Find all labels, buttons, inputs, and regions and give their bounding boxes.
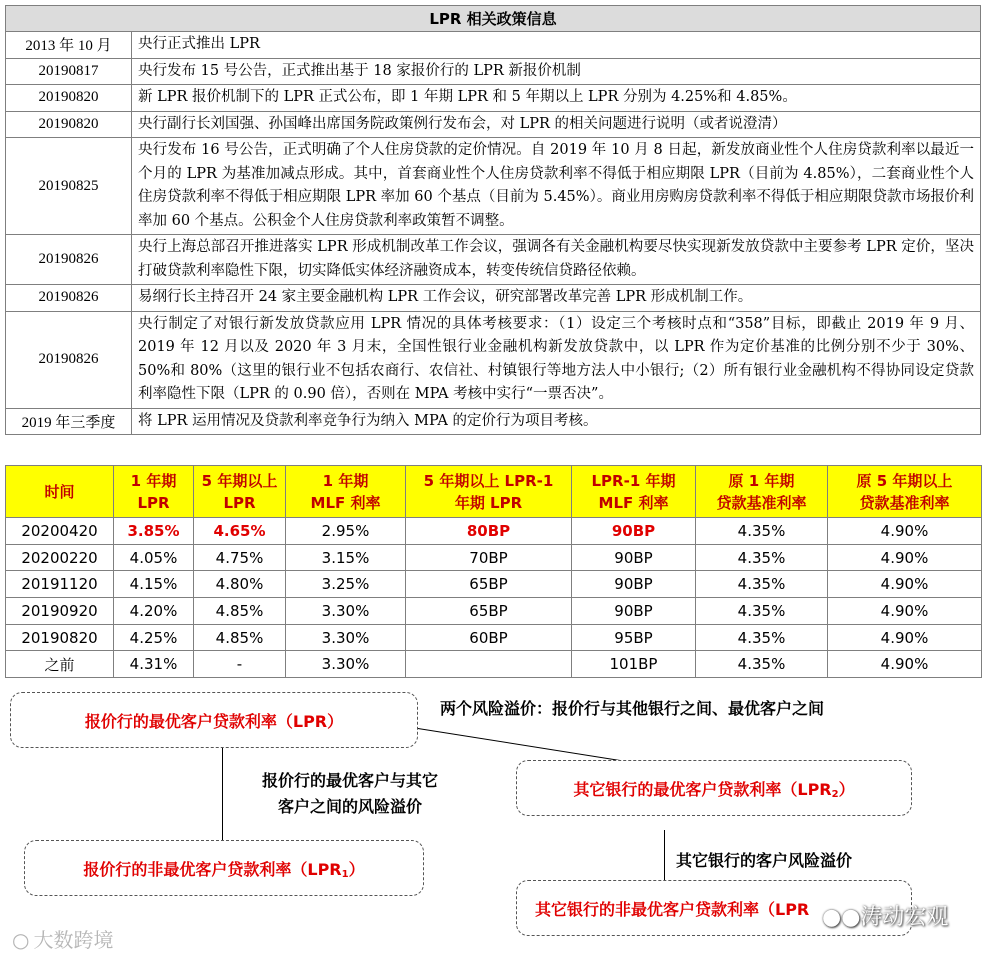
policy-date: 20190820 (6, 111, 132, 138)
rates-cell: 4.75% (194, 544, 286, 571)
policy-row (6, 235, 981, 285)
rates-cell: 90BP (572, 598, 696, 625)
policy-row (6, 138, 981, 235)
rates-row (6, 624, 982, 651)
rates-cell: 3.30% (286, 624, 406, 651)
rates-cell: 4.85% (194, 598, 286, 625)
rates-cell: 4.35% (696, 571, 828, 598)
box-other-bank-best-rate (516, 760, 912, 816)
rates-cell: 20200220 (6, 544, 114, 571)
rates-header-cell: 5 年期以上 LPR-1 年期 LPR (406, 466, 572, 518)
policy-text: 央行上海总部召开推进落实 LPR 形成机制改革工作会议，强调各有关金融机构要尽快实现新发放贷款中主要参考 LPR 定价，坚决打破贷款利率隐性下限，切实降低实体经济融资成本，转变传统信贷路径依赖。 (132, 235, 981, 285)
rates-cell: 20190920 (6, 598, 114, 625)
watermark-right: ●●涛动宏观 (822, 905, 949, 930)
rates-cell: 20200420 (6, 518, 114, 545)
rates-cell: 3.30% (286, 651, 406, 678)
rates-cell: 95BP (572, 624, 696, 651)
rates-cell: 90BP (572, 544, 696, 571)
rates-cell: 3.15% (286, 544, 406, 571)
policy-date: 20190817 (6, 58, 132, 85)
rates-cell: 4.31% (114, 651, 194, 678)
rates-cell: 80BP (406, 518, 572, 545)
rates-cell: 3.25% (286, 571, 406, 598)
rates-cell: 4.90% (828, 598, 982, 625)
rates-cell: 4.80% (194, 571, 286, 598)
rates-row (6, 651, 982, 678)
rates-header-cell: LPR-1 年期 MLF 利率 (572, 466, 696, 518)
rates-cell: 101BP (572, 651, 696, 678)
rates-cell: 4.65% (194, 518, 286, 545)
box-other-bank-nonbest-rate-label: 其它银行的非最优客户贷款利率（LPR (535, 899, 810, 919)
rates-cell: 3.85% (114, 518, 194, 545)
rates-cell: 之前 (6, 651, 114, 678)
rates-cell: - (194, 651, 286, 678)
policy-date: 2013 年 10 月 (6, 32, 132, 59)
policy-text: 央行正式推出 LPR (132, 32, 981, 59)
rates-cell: 60BP (406, 624, 572, 651)
box-quote-bank-nonbest-rate (24, 840, 424, 896)
rates-header-cell: 1 年期 LPR (114, 466, 194, 518)
connector-diagonal (418, 728, 631, 763)
watermark-left: ○ 大数跨境 (12, 928, 114, 952)
rates-header-cell: 原 1 年期 贷款基准利率 (696, 466, 828, 518)
rates-cell: 4.35% (696, 624, 828, 651)
policy-text: 央行发布 16 号公告，正式明确了个人住房贷款的定价情况。自 2019 年 10 月 8 日起，新发放商业性个人住房贷款利率以最近一个月的 LPR 为基准加减点形成。其中，首套商业性个人住房贷款利率不得低于相应期限 LPR（目前为 4.85%），二套商业性个人住房贷款利率不得低于相应期限 LPR 率加 60 个基点（目前为 5.45%）。商业用房购房贷款利率不得低于相应期限贷款市场报价利率加 60 个基点。公积金个人住房贷款利率政策暂不调整。 (132, 138, 981, 235)
policy-row (6, 58, 981, 85)
rates-header-cell: 5 年期以上 LPR (194, 466, 286, 518)
policy-row (6, 85, 981, 112)
policy-date: 20190826 (6, 235, 132, 285)
note-other-bank-customer-premium: 其它银行的客户风险溢价 (676, 851, 853, 870)
policy-row (6, 285, 981, 312)
rates-cell: 4.85% (194, 624, 286, 651)
rates-header-cell: 原 5 年期以上 贷款基准利率 (828, 466, 982, 518)
rates-header-row (6, 466, 982, 518)
rates-row (6, 544, 982, 571)
rates-cell: 65BP (406, 598, 572, 625)
note-quote-bank-customer-premium-line2: 客户之间的风险溢价 (277, 797, 422, 816)
rates-row (6, 598, 982, 625)
rates-cell: 4.15% (114, 571, 194, 598)
rates-cell: 4.35% (696, 651, 828, 678)
rates-cell: 4.90% (828, 544, 982, 571)
note-quote-bank-customer-premium-line1: 报价行的最优客户与其它 (261, 771, 438, 790)
policy-date: 20190826 (6, 311, 132, 408)
policy-table-title: LPR 相关政策信息 (6, 6, 981, 32)
policy-date: 20190825 (6, 138, 132, 235)
rates-cell: 4.90% (828, 624, 982, 651)
wechat-icon: ●● (822, 905, 861, 930)
policy-text: 央行发布 15 号公告，正式推出基于 18 家报价行的 LPR 新报价机制 (132, 58, 981, 85)
rates-row (6, 571, 982, 598)
rates-cell: 65BP (406, 571, 572, 598)
box-quote-bank-nonbest-rate-label: 报价行的非最优客户贷款利率$(LPR_1)$ (83, 859, 365, 880)
rates-cell: 20191120 (6, 571, 114, 598)
rates-header-cell: 1 年期 MLF 利率 (286, 466, 406, 518)
rates-cell: 2.95% (286, 518, 406, 545)
policy-row (6, 111, 981, 138)
policy-date: 2019 年三季度 (6, 408, 132, 435)
box-other-bank-best-rate-label: 其它银行的最优客户贷款利率$(LPR_2)$ (573, 779, 855, 800)
rates-cell: 4.35% (696, 544, 828, 571)
rates-cell: 90BP (572, 518, 696, 545)
policy-row (6, 32, 981, 59)
rates-cell: 90BP (572, 571, 696, 598)
policy-row (6, 311, 981, 408)
policy-text: 易纲行长主持召开 24 家主要金融机构 LPR 工作会议，研究部署改革完善 LPR 形成机制工作。 (132, 285, 981, 312)
rates-cell: 4.35% (696, 518, 828, 545)
rates-cell: 4.05% (114, 544, 194, 571)
rates-cell: 70BP (406, 544, 572, 571)
box-quote-bank-best-rate-label: 报价行的最优客户贷款利率（LPR） (84, 711, 344, 731)
policy-date: 20190826 (6, 285, 132, 312)
note-two-risk-premiums: 两个风险溢价：报价行与其他银行之间、最优客户之间 (440, 699, 825, 718)
policy-table (5, 5, 981, 435)
rates-table (5, 465, 982, 678)
rates-cell: 20190820 (6, 624, 114, 651)
rates-cell: 4.35% (696, 598, 828, 625)
policy-text: 新 LPR 报价机制下的 LPR 正式公布，即 1 年期 LPR 和 5 年期以上 LPR 分别为 4.25%和 4.85%。 (132, 85, 981, 112)
rates-cell: 4.25% (114, 624, 194, 651)
rates-header-cell: 时间 (6, 466, 114, 518)
policy-text: 央行制定了对银行新发放贷款应用 LPR 情况的具体考核要求：（1）设定三个考核时点和“358”目标，即截止 2019 年 9 月、2019 年 12 月以及 2020 年 3 月末，全国性银行业金融机构新发放贷款中，以 LPR 作为定价基准的比例分别不少于 30%、50%和 80%（这里的银行业不包括农商行、农信社、村镇银行等地方法人中小银行;（2）所有银行业金融机构不得协同设定贷款利率隐性下限（LPR 的 0.90 倍），否则在 MPA 考核中实行“一票否决”。 (132, 311, 981, 408)
rates-cell: 3.30% (286, 598, 406, 625)
rates-cell: 4.90% (828, 518, 982, 545)
rates-cell: 4.20% (114, 598, 194, 625)
rates-cell: 4.90% (828, 651, 982, 678)
watermark-left-logo-icon: ○ (12, 928, 34, 952)
box-quote-bank-best-rate (10, 692, 418, 748)
policy-row (6, 408, 981, 435)
policy-text: 将 LPR 运用情况及贷款利率竞争行为纳入 MPA 的定价行为项目考核。 (132, 408, 981, 435)
connector-vertical-left (222, 748, 223, 840)
note-quote-bank-customer-premium (232, 768, 468, 820)
policy-text: 央行副行长刘国强、孙国峰出席国务院政策例行发布会，对 LPR 的相关问题进行说明（或者说澄清） (132, 111, 981, 138)
rates-cell: 4.90% (828, 571, 982, 598)
connector-vertical-right (664, 830, 665, 880)
policy-date: 20190820 (6, 85, 132, 112)
rates-cell (406, 651, 572, 678)
rates-row (6, 518, 982, 545)
